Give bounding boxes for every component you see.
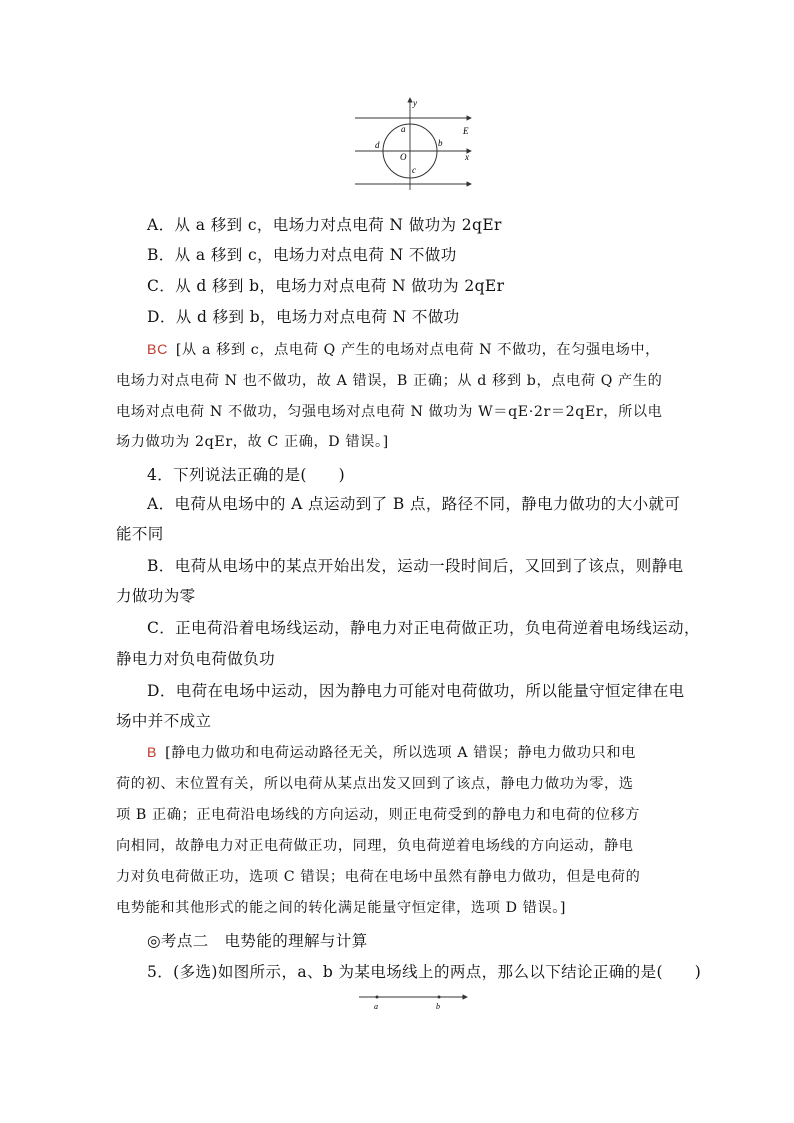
q4-option-c-cont: 静电力对负电荷做负功: [116, 650, 276, 668]
q4-explanation-line-2: 荷的初、末位置有关，所以电荷从某点出发又回到了该点，静电力做功为零，选: [116, 776, 634, 792]
q4-option-b-cont: 力做功为零: [116, 587, 196, 605]
point-a-label: a: [401, 124, 406, 134]
point-b-label: b: [438, 138, 443, 148]
q3-answer-line-1: BC [从 a 移到 c，点电荷 Q 产生的电场对点电荷 N 不做功，在匀强电场中，: [147, 342, 660, 358]
q3-answer-key: BC: [147, 342, 168, 358]
origin-label: O: [400, 152, 407, 162]
q5-stem: 5．(多选)如图所示，a、b 为某电场线上的两点，那么以下结论正确的是( ): [147, 963, 702, 981]
q4-explanation-line-5: 力对负电荷做正功，选项 C 错误；电荷在电场中虽然有静电力做功，但是电荷的: [116, 869, 641, 885]
point-a-label: a: [374, 1002, 378, 1011]
q4-option-a-cont: 能不同: [116, 525, 164, 543]
q4-stem: 4．下列说法正确的是( ): [147, 466, 346, 484]
circle-field-figure: [353, 96, 477, 192]
q4-explanation-line-3: 项 B 正确；正电荷沿电场线的方向运动，则正电荷受到的静电力和电荷的位移方: [116, 807, 641, 823]
q4-option-d: D．电荷在电场中运动，因为静电力可能对电荷做功，所以能量守恒定律在电: [147, 682, 685, 700]
q4-answer-line-1: B [静电力做功和电荷运动路径无关，所以选项 A 错误；静电力做功只和电: [147, 745, 636, 761]
q3-explanation-line-3: 电场对点电荷 N 不做功，匀强电场对点电荷 N 做功为 W＝qE·2r＝2qEr，所以电: [116, 404, 663, 420]
q4-option-d-cont: 场中并不成立: [116, 712, 212, 730]
q4-explanation-line-6: 电势能和其他形式的能之间的转化满足能量守恒定律，选项 D 错误。]: [116, 900, 567, 916]
q4-option-b: B．电荷从电场中的某点开始出发，运动一段时间后，又回到了该点，则静电: [147, 557, 684, 575]
q3-explanation-line-4: 场力做功为 2qEr，故 C 正确，D 错误。]: [116, 434, 389, 450]
field-label: E: [463, 126, 469, 136]
section-heading: ◎考点二 电势能的理解与计算: [147, 932, 368, 950]
q3-option-b: B．从 a 移到 c，电场力对点电荷 N 不做功: [147, 246, 457, 264]
field-line-figure: [357, 989, 473, 1015]
q3-option-c: C．从 d 移到 b，电场力对点电荷 N 做功为 2qEr: [147, 277, 505, 295]
q4-explanation-line-4: 向相同，故静电力对正电荷做正功，同理，负电荷逆着电场线的方向运动，静电: [116, 838, 634, 854]
q3-option-a: A．从 a 移到 c，电场力对点电荷 N 做功为 2qEr: [147, 216, 502, 234]
point-d-label: d: [375, 140, 380, 150]
q4-option-c: C．正电荷沿着电场线运动，静电力对正电荷做正功，负电荷逆着电场线运动，: [147, 619, 700, 637]
point-c-label: c: [412, 165, 416, 175]
q4-option-a: A．电荷从电场中的 A 点运动到了 B 点，路径不同，静电力做功的大小就可: [147, 495, 681, 513]
q4-answer-key: B: [147, 745, 158, 761]
q3-option-d: D．从 d 移到 b，电场力对点电荷 N 不做功: [147, 308, 460, 326]
x-axis-label: x: [465, 152, 469, 162]
point-b-label: b: [436, 1002, 440, 1011]
y-axis-label: y: [413, 98, 417, 108]
q3-explanation-line-2: 电场力对点电荷 N 也不做功，故 A 错误，B 正确；从 d 移到 b，点电荷 Q 产生的: [116, 373, 663, 389]
